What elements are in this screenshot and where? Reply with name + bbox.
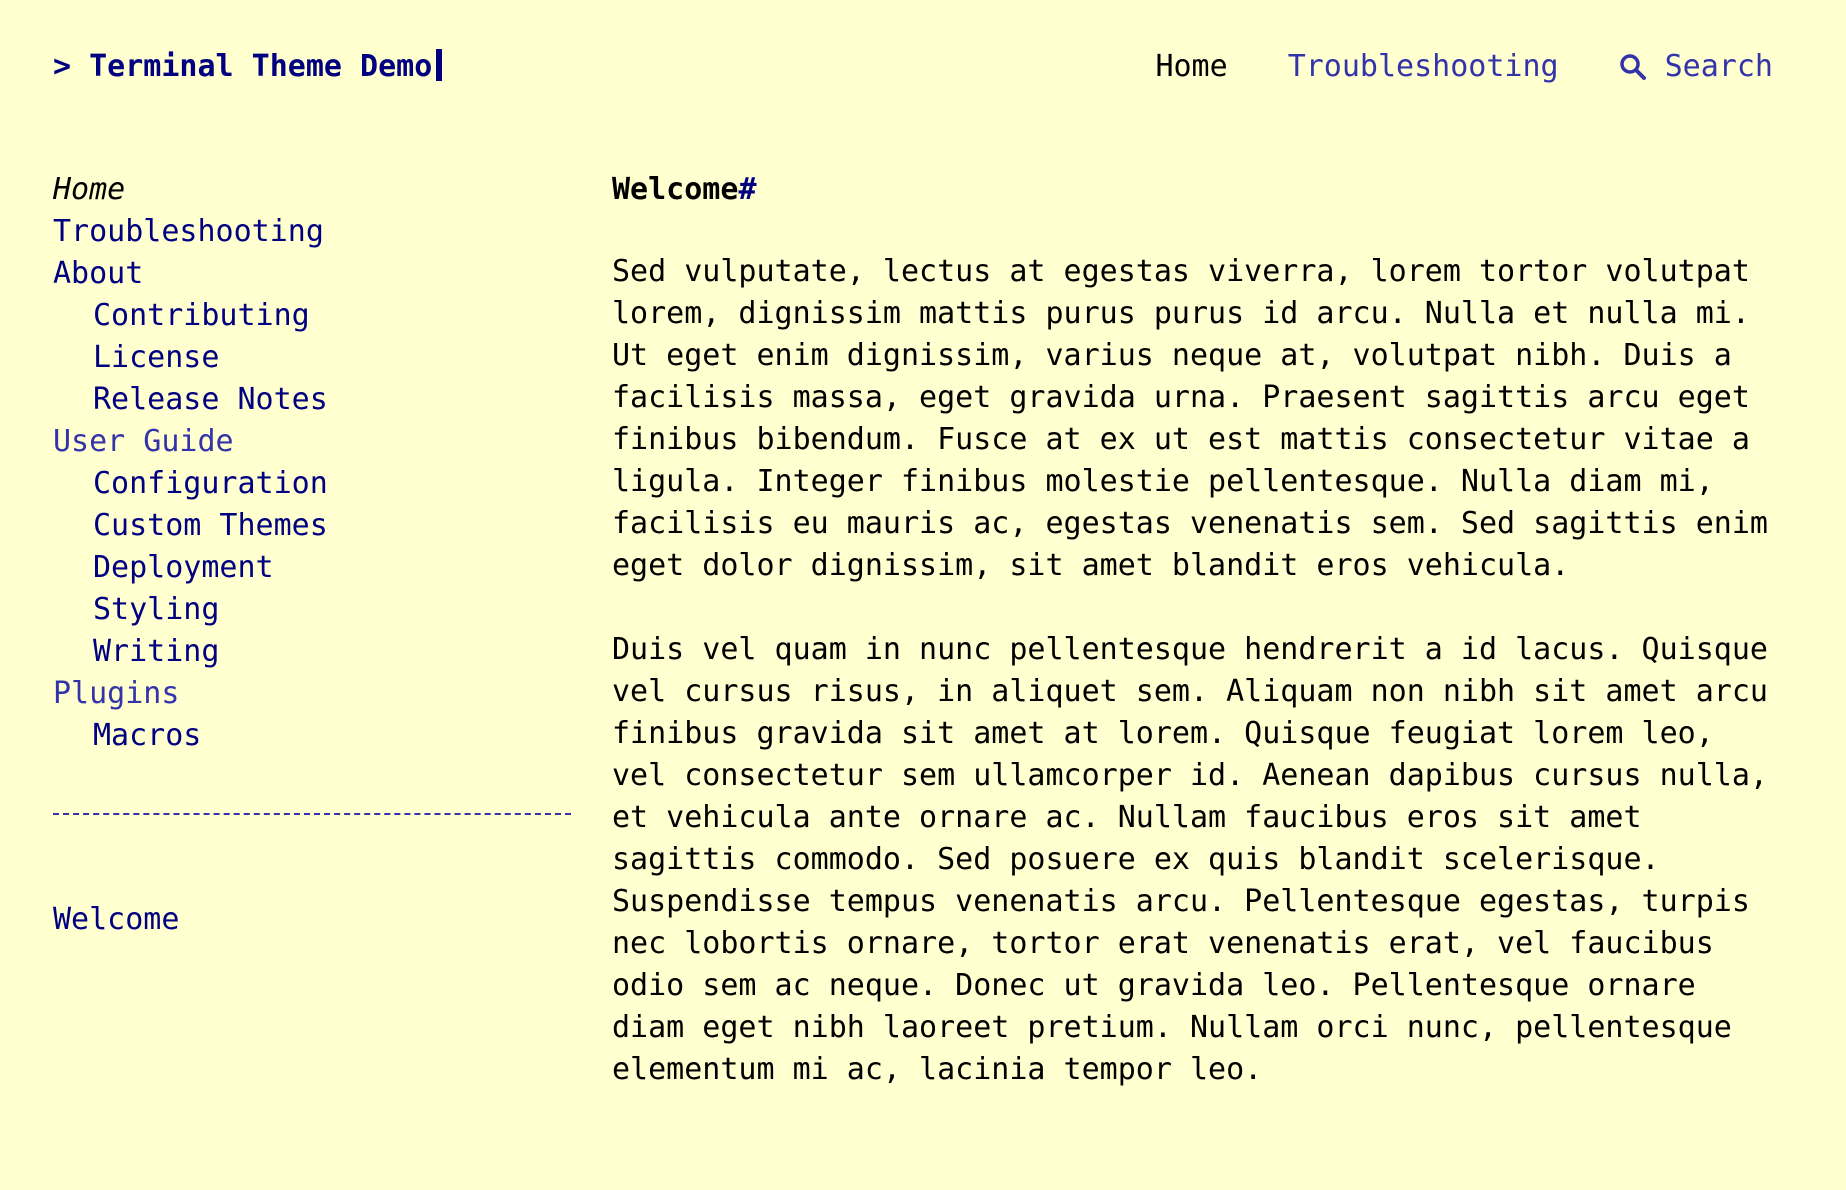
sidebar-section-plugins[interactable]: Plugins xyxy=(53,676,180,711)
search-button[interactable] xyxy=(1619,49,1773,85)
search-label: Search xyxy=(1664,49,1773,84)
sidebar xyxy=(53,169,571,941)
nav-link-troubleshooting[interactable]: Troubleshooting xyxy=(1287,49,1559,84)
sidebar-item-license[interactable]: License xyxy=(93,340,220,375)
sidebar-item-contributing[interactable]: Contributing xyxy=(93,298,310,333)
paragraph: Sed vulputate, lectus at egestas viverra, lorem tortor volutpat lorem, dignissim mattis purus purus id arcu. Nulla et nulla mi. Ut eget enim dignissim, varius neque at, volutpat nibh. Duis a facilisis massa, eget gravida urna. Praesent sagittis arcu eget finibus bibendum. Fusce at ex ut est mattis consectetur vitae a ligula. Integer finibus molestie pellentesque. Nulla diam mi, facilisis eu mauris ac, egestas venenatis sem. Sed sagittis enim eget dolor dignissim, sit amet blandit eros vehicula. xyxy=(612,254,1768,583)
heading-anchor-link[interactable]: # xyxy=(738,172,757,207)
sidebar-divider xyxy=(53,813,571,815)
toc-item-welcome[interactable]: Welcome xyxy=(53,902,180,937)
table-of-contents xyxy=(53,899,571,941)
sidebar-item-macros[interactable]: Macros xyxy=(93,718,202,753)
site-logo[interactable] xyxy=(53,49,442,85)
sidebar-item-home[interactable]: Home xyxy=(53,172,126,207)
top-nav xyxy=(1155,49,1773,85)
search-icon xyxy=(1619,53,1647,81)
cursor-icon xyxy=(436,49,442,81)
sidebar-item-troubleshooting[interactable]: Troubleshooting xyxy=(53,214,324,249)
sidebar-item-styling[interactable]: Styling xyxy=(93,592,220,627)
main-content xyxy=(612,169,1782,1091)
page-title xyxy=(612,169,1782,211)
sidebar-item-deployment[interactable]: Deployment xyxy=(93,550,274,585)
sidebar-section-user-guide[interactable]: User Guide xyxy=(53,424,234,459)
site-header xyxy=(0,0,1846,140)
nav-link-home[interactable]: Home xyxy=(1155,49,1228,84)
sidebar-item-release-notes[interactable]: Release Notes xyxy=(93,382,328,417)
page-title-text: Welcome xyxy=(612,172,739,207)
paragraph: Duis vel quam in nunc pellentesque hendrerit a id lacus. Quisque vel cursus risus, in aliquet sem. Aliquam non nibh sit amet arcu finibus gravida sit amet at lorem. Quisque feugiat lorem leo, vel consectetur sem ullamcorper id. Aenean dapibus cursus nulla, et vehicula ante ornare ac. Nullam faucibus eros sit amet sagittis commodo. Sed posuere ex quis blandit scelerisque. Suspendisse tempus venenatis arcu. Pellentesque egestas, turpis nec lobortis ornare, tortor erat venenatis erat, vel faucibus odio sem ac neque. Donec ut gravida leo. Pellentesque ornare diam eget nibh laoreet pretium. Nullam orci nunc, pellentesque elementum mi ac, lacinia tempor leo. xyxy=(612,632,1768,1087)
logo-prompt: > xyxy=(53,49,72,84)
sidebar-item-writing[interactable]: Writing xyxy=(93,634,220,669)
site-title: Terminal Theme Demo xyxy=(89,49,433,84)
sidebar-item-configuration[interactable]: Configuration xyxy=(93,466,328,501)
sidebar-item-about[interactable]: About xyxy=(53,256,144,291)
sidebar-item-custom-themes[interactable]: Custom Themes xyxy=(93,508,328,543)
